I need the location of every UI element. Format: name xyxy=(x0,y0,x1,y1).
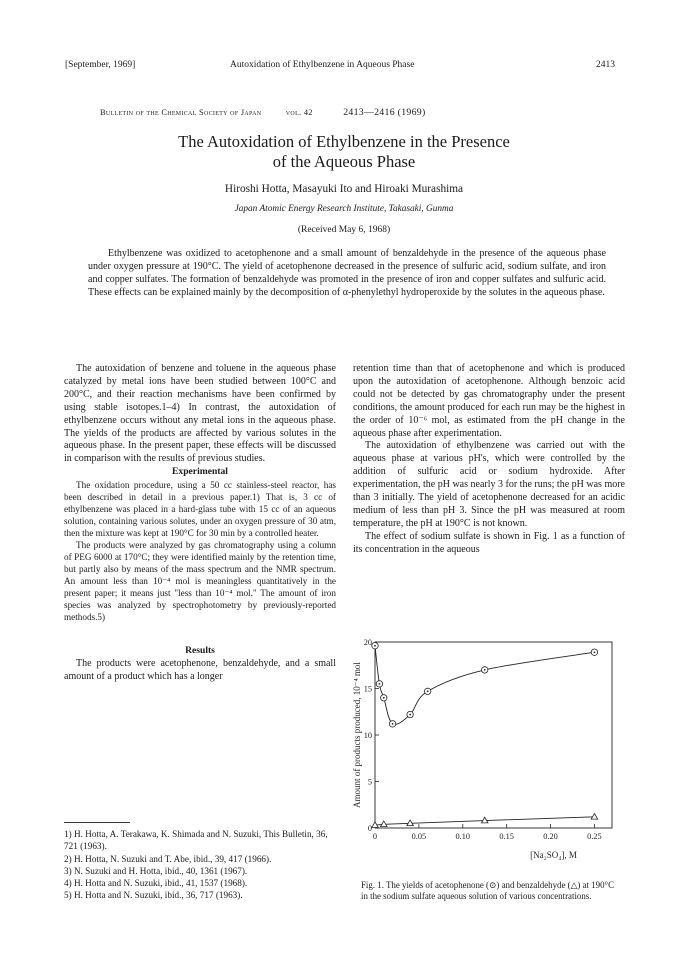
journal-name: Bulletin of the Chemical Society of Japan xyxy=(100,108,262,117)
title-line-2: of the Aqueous Phase xyxy=(272,152,416,171)
intro-paragraph: The autoxidation of benzene and toluene in the aqueous phase catalyzed by metal ions have been studied between 100°C and 200°C, and their reaction mechanisms have been confirmed by using stable isotopes.1–4) In contrast, the autoxidation of ethylbenzene occurs without any metal ions in the aqueous phase. The yields of the products are affected by various solutes in the aqueous phase. In the present paper, these effects will be discussed in comparison with the results of previous studies. xyxy=(64,363,336,465)
footnotes xyxy=(64,828,336,902)
acetophenone-point xyxy=(376,681,382,687)
acetophenone-point xyxy=(407,711,413,717)
page-number: 2413 xyxy=(596,60,615,70)
y-tick-label: 10 xyxy=(363,731,372,740)
footnote-2: 2) H. Hotta, N. Suzuki and T. Abe, ibid., 39, 417 (1966). xyxy=(64,853,272,864)
experimental-paragraph-2: The products were analyzed by gas chromatography using a column of PEG 6000 at 170°C; they were identified mainly by the retention time, but partly also by means of the mass spectrum and the NMR spectrum. An amount less than 10⁻⁴ mol is meaningless quantitatively in the present paper; it means just "less than 10⁻⁴ mol." The amount of iron species was analyzed by spectrophotometry by previously-reported methods.5) xyxy=(64,540,336,623)
y-axis-label: Amount of products produced, 10⁻⁴ mol xyxy=(352,662,362,808)
benzaldehyde-point xyxy=(591,814,598,820)
x-tick-label: 0.15 xyxy=(499,832,514,841)
x-tick-label: 0.10 xyxy=(455,832,471,841)
footnote-5: 5) H. Hotta and N. Suzuki, ibid., 36, 717 (1963). xyxy=(64,890,243,901)
left-column xyxy=(64,363,336,684)
journal-volume: vol. 42 xyxy=(285,108,313,117)
footnote-rule xyxy=(64,822,130,823)
acetophenone-point xyxy=(381,695,387,701)
right-paragraph-2: The autoxidation of ethylbenzene was carried out with the aqueous phase at various pH's, which were controlled by the addition of sulfuric acid or sodium hydroxide. After experimentation, the pH was nearly 3 for the runs; the pH was more than 3 initially. The yield of acetophenone decreased for an acidic medium of less than pH 3. Since the pH was measured at room temperature, the pH at 190°C is not known. xyxy=(353,440,625,529)
results-paragraph-1: The products were acetophenone, benzaldehyde, and a small amount of a product which has a longer xyxy=(64,658,336,682)
acetophenone-point xyxy=(389,721,395,727)
authors: Hiroshi Hotta, Masayuki Ito and Hiroaki Murashima xyxy=(224,183,464,195)
footnote-4: 4) H. Hotta and N. Suzuki, ibid., 41, 1537 (1968). xyxy=(64,878,248,889)
abstract: Ethylbenzene was oxidized to acetophenone and a small amount of benzaldehyde in the presence of the aqueous phase under oxygen pressure at 190°C. The yield of acetophenone decreased in the presence of sulfuric acid, sodium sulfate, and iron and copper sulfates. The formation of benzaldehyde was promoted in the presence of iron and copper sulfates and sulfuric acid. These effects can be explained mainly by the decomposition of α-phenylethyl hydroperoxide by the solutes in the aqueous phase. xyxy=(88,248,606,298)
y-tick-label: 0 xyxy=(367,824,372,833)
title-line-1: The Autoxidation of Ethylbenzene in the Presence xyxy=(178,132,510,151)
journal-line xyxy=(100,107,426,118)
running-header-date: [September, 1969] xyxy=(65,60,136,70)
experimental-heading: Experimental xyxy=(172,466,228,478)
footnote-1: 1) H. Hotta, A. Terakawa, K. Shimada and N. Suzuki, This Bulletin, 36, 721 (1963). xyxy=(64,829,328,852)
x-tick-label: 0.05 xyxy=(411,832,427,841)
x-axis-label: [Na₂SO₄], M xyxy=(530,850,577,860)
y-tick-label: 15 xyxy=(363,684,372,694)
figure-1-caption: Fig. 1. The yields of acetophenone (⊙) and benzaldehyde (△) at 190°C in the sodium sulfate aqueous solution of various concentrations. xyxy=(361,880,615,902)
y-tick-label: 5 xyxy=(367,777,372,787)
affiliation: Japan Atomic Energy Research Institute, Takasaki, Gunma xyxy=(234,204,454,214)
figure-1-chart xyxy=(352,630,628,872)
acetophenone-point xyxy=(482,667,488,673)
acetophenone-point xyxy=(372,643,378,649)
experimental-paragraph-1: The oxidation procedure, using a 50 cc stainless-steel reactor, has been described in detail in a previous paper.1) That is, 3 cc of ethylbenzene was placed in a hard-glass tube with 15 cc of an aqueous solution, containing various solutes, under an oxygen pressure of 30 atm, then the mixture was kept at 190°C for 30 min by a controlled heater. xyxy=(64,480,336,539)
x-tick-label: 0.25 xyxy=(587,832,602,841)
right-paragraph-3: The effect of sodium sulfate is shown in Fig. 1 as a function of its concentration in the aqueous xyxy=(353,530,625,555)
article-title xyxy=(0,132,688,172)
x-tick-label: 0 xyxy=(372,832,378,841)
right-column xyxy=(353,363,625,557)
y-tick-label: 20 xyxy=(363,638,372,647)
running-header-title: Autoxidation of Ethylbenzene in Aqueous Phase xyxy=(230,60,415,70)
received-date: (Received May 6, 1968) xyxy=(297,225,391,235)
footnote-3: 3) N. Suzuki and H. Hotta, ibid., 40, 1361 (1967). xyxy=(64,865,248,876)
journal-pages: 2413—2416 (1969) xyxy=(343,107,426,118)
acetophenone-point xyxy=(591,649,597,655)
results-heading: Results xyxy=(185,645,215,657)
acetophenone-point xyxy=(424,688,430,694)
right-paragraph-1: retention time than that of acetophenone and which is produced upon the autoxidation of acetophenone. Although benzoic acid could not be detected by gas chromatography under the present conditions, the amount produced for each run may be the highest in the order of 10⁻⁶ mol, as estimated from the pH change in the aqueous phase after experimentation. xyxy=(353,363,625,439)
plot-frame xyxy=(375,642,612,828)
x-tick-label: 0.20 xyxy=(543,832,558,841)
